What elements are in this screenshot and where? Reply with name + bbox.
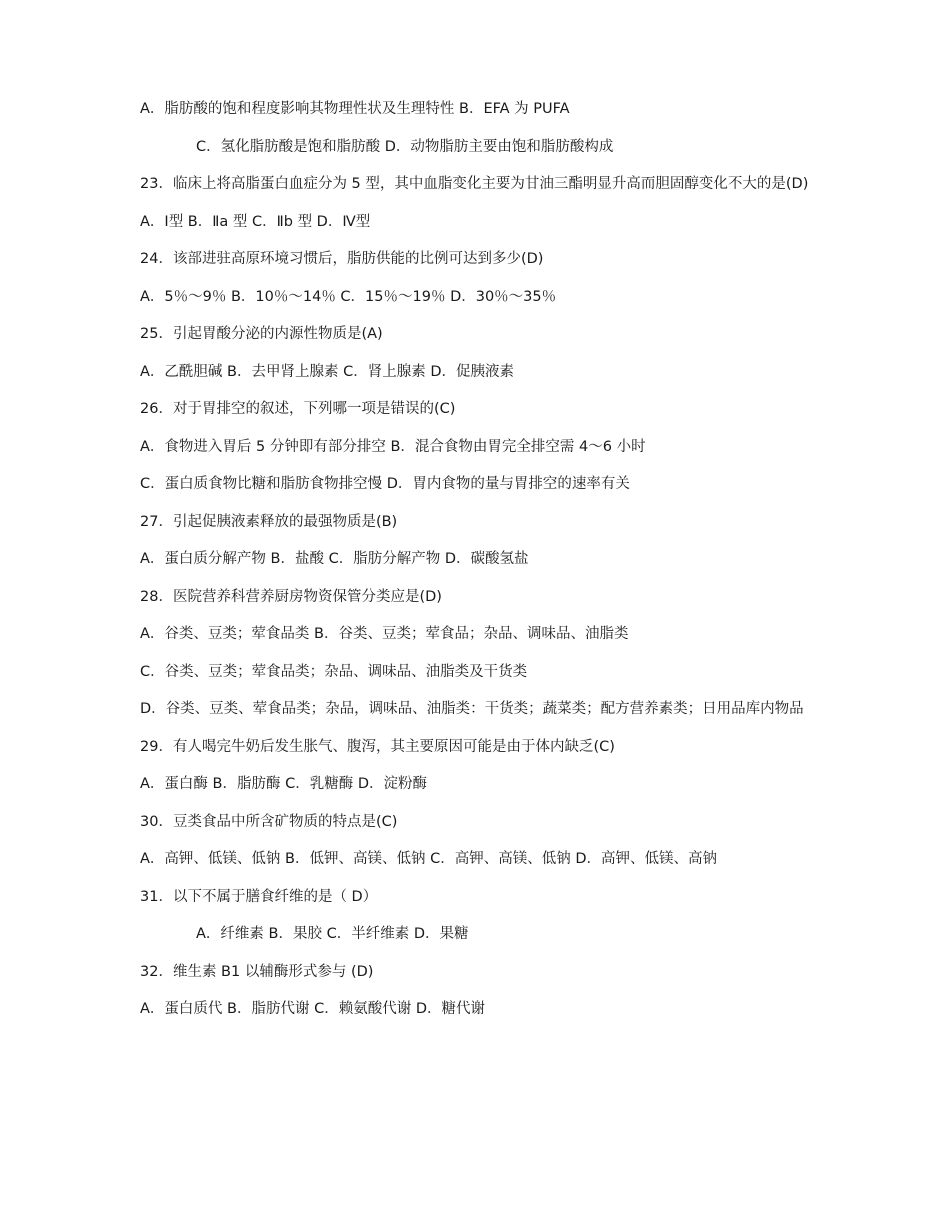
option-line: A．食物进入胃后 5 分钟即有部分排空 B．混合食物由胃完全排空需 4～6 小时 [140,438,646,455]
option-line: A．Ⅰ型 B．Ⅱa 型 C．Ⅱb 型 D．Ⅳ型 [140,213,371,230]
option-line: A．脂肪酸的饱和程度影响其物理性状及生理特性 B．EFA 为 PUFA [140,101,570,117]
question-list [140,97,815,1035]
question-30: 30．豆类食品中所含矿物质的特点是(C) [140,813,398,830]
option-line: A．蛋白酶 B．脂肪酶 C．乳糖酶 D．淀粉酶 [140,776,427,792]
option-line: C．氢化脂肪酸是饱和脂肪酸 D．动物脂肪主要由饱和脂肪酸构成 [196,138,614,155]
question-29: 29．有人喝完牛奶后发生胀气、腹泻，其主要原因可能是由于体内缺乏(C) [140,738,615,755]
option-line: A．高钾、低镁、低钠 B．低钾、高镁、低钠 C．高钾、高镁、低钠 D．高钾、低镁、高钠 [140,851,717,867]
question-24: 24．该部进驻高原环境习惯后，脂肪供能的比例可达到多少(D) [140,251,544,267]
option-line: A．蛋白质分解产物 B．盐酸 C．脂肪分解产物 D．碳酸氢盐 [140,551,529,567]
question-26: 26．对于胃排空的叙述，下列哪一项是错误的(C) [140,401,456,417]
question-28: 28．医院营养科营养厨房物资保管分类应是(D) [140,588,442,605]
option-line: A．乙酰胆碱 B．去甲肾上腺素 C．肾上腺素 D．促胰液素 [140,363,514,380]
option-line: A．纤维素 B．果胶 C．半纤维素 D．果糖 [196,926,469,942]
option-line: C．蛋白质食物比糖和脂肪食物排空慢 D．胃内食物的量与胃排空的速率有关 [140,476,630,492]
question-23: 23．临床上将高脂蛋白血症分为 5 型，其中血脂变化主要为甘油三酯明显升高而胆固醇变化不大的是(D) [140,176,809,192]
option-line: D．谷类、豆类、荤食品类；杂品，调味品、油脂类：干货类；蔬菜类；配方营养素类；日用品库内物品 [140,701,804,717]
question-32: 32．维生素 B1 以辅酶形式参与 (D) [140,963,374,980]
question-31: 31．以下不属于膳食纤维的是（ D） [140,888,378,905]
option-line: A．谷类、豆类；荤食品类 B．谷类、豆类；荤食品；杂品、调味品、油脂类 [140,626,629,642]
question-25: 25．引起胃酸分泌的内源性物质是(A) [140,326,383,342]
option-line: A．5％～9％ B．10％～14％ C．15％～19％ D．30％～35％ [140,288,557,305]
question-27: 27．引起促胰液素释放的最强物质是(B) [140,513,398,530]
option-line: A．蛋白质代 B．脂肪代谢 C．赖氨酸代谢 D．糖代谢 [140,1001,485,1017]
option-line: C．谷类、豆类；荤食品类；杂品、调味品、油脂类及干货类 [140,663,528,680]
